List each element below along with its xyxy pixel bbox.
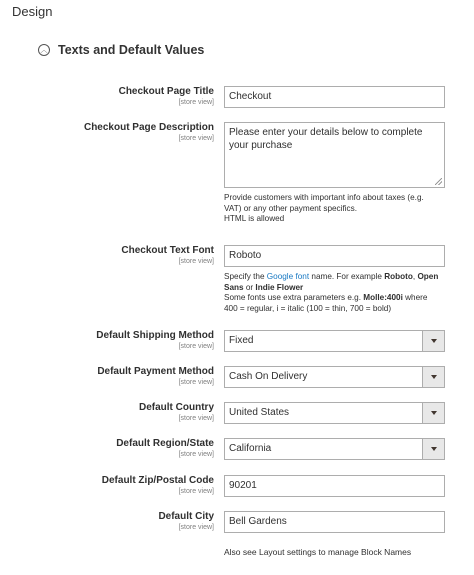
field-note <box>224 272 449 314</box>
select-value: United States <box>229 407 290 418</box>
field-label: Checkout Page Title <box>118 86 214 97</box>
checkout-page-title-input[interactable]: Checkout <box>224 86 445 108</box>
google-font-link[interactable]: Google font <box>266 272 310 281</box>
field-label: Default Region/State <box>116 438 214 449</box>
default-region-state-select[interactable] <box>224 438 445 460</box>
note-text: name. For example <box>309 272 385 281</box>
field-label: Default City <box>158 511 214 522</box>
note-example: Roboto <box>384 272 413 281</box>
field-label: Default Shipping Method <box>96 330 214 341</box>
section-title: Design <box>12 4 53 19</box>
field-note <box>224 193 449 225</box>
scope-label: [store view] <box>178 343 214 350</box>
select-value: Fixed <box>229 335 254 346</box>
checkout-text-font-input[interactable]: Roboto <box>224 245 445 267</box>
field-label: Default Country <box>139 402 214 413</box>
field-label: Checkout Text Font <box>121 245 214 256</box>
scope-label: [store view] <box>178 524 214 531</box>
scope-label: [store view] <box>178 258 214 265</box>
scope-label: [store view] <box>178 415 214 422</box>
default-payment-method-select[interactable] <box>224 366 445 388</box>
checkout-page-description-textarea[interactable] <box>224 122 445 188</box>
note-text: where <box>402 293 428 302</box>
note-text: Some fonts use extra parameters e.g. <box>224 293 364 302</box>
note-text: , <box>412 272 418 281</box>
chevron-down-icon[interactable] <box>422 331 444 351</box>
group-header-texts-defaults[interactable] <box>38 43 204 57</box>
note-line: Provide customers with important info about taxes (e.g. <box>224 193 424 202</box>
default-city-input[interactable]: Bell Gardens <box>224 511 445 533</box>
chevron-down-icon[interactable] <box>422 367 444 387</box>
select-value: California <box>229 443 272 454</box>
note-example: Molle:400i <box>363 293 403 302</box>
field-label: Default Payment Method <box>97 366 214 377</box>
chevron-down-icon[interactable] <box>422 439 444 459</box>
field-label: Default Zip/Postal Code <box>101 475 214 486</box>
note-text: Specify the <box>224 272 267 281</box>
scope-label: [store view] <box>178 488 214 495</box>
note-line: VAT) or any other payment specifics. <box>224 203 358 213</box>
note-line: HTML is allowed <box>224 214 285 223</box>
textarea-value: Please enter your details below to complete your purchase <box>229 127 423 151</box>
default-zip-postal-code-input[interactable]: 90201 <box>224 475 445 497</box>
note-text: 400 = regular, i = italic (100 = thin, 700 = bold) <box>224 303 392 313</box>
default-shipping-method-select[interactable] <box>224 330 445 352</box>
note-text: or <box>243 282 256 292</box>
scope-label: [store view] <box>178 451 214 458</box>
resize-grip-icon[interactable] <box>435 178 442 185</box>
note-example: Indie Flower <box>255 282 304 292</box>
field-label: Checkout Page Description <box>83 122 214 133</box>
collapse-circle-icon[interactable]: ︿ <box>38 44 50 56</box>
scope-label: [store view] <box>178 135 214 142</box>
scope-label: [store view] <box>178 99 214 106</box>
scope-label: [store view] <box>178 379 214 386</box>
select-value: Cash On Delivery <box>229 371 308 382</box>
default-country-select[interactable] <box>224 402 445 424</box>
note-example: Open Sans <box>224 272 439 292</box>
chevron-down-icon[interactable] <box>422 403 444 423</box>
group-title: Texts and Default Values <box>58 43 205 57</box>
footer-note: Also see Layout settings to manage Block Names <box>224 547 412 557</box>
